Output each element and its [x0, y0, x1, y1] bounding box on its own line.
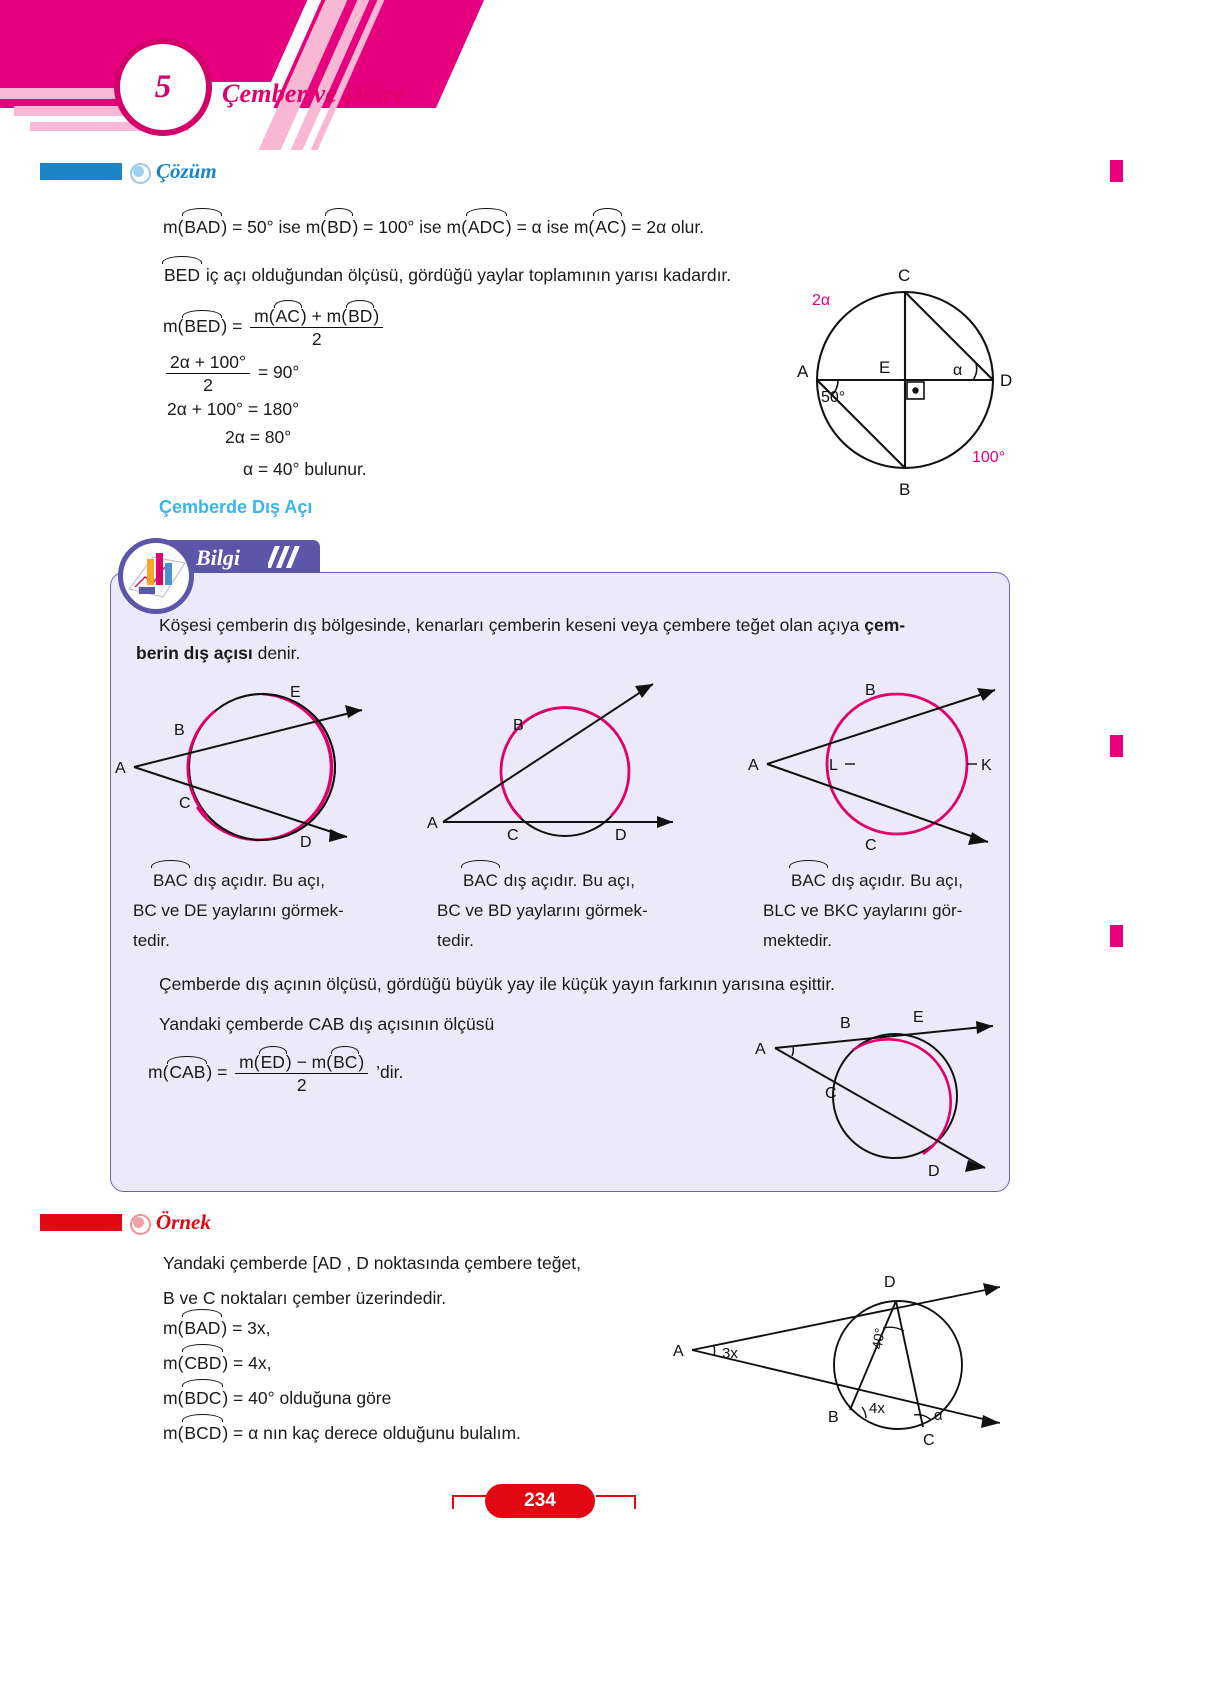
- label-B: B: [899, 480, 911, 499]
- edge-tick-3: [1110, 925, 1123, 947]
- label-A: A: [115, 760, 126, 777]
- solution-line-2: BED iç açı olduğundan ölçüsü, gördüğü yaylar toplamının yarısı kadardır.: [163, 262, 731, 288]
- label-3x: 3x: [722, 1345, 738, 1362]
- label-E: E: [290, 684, 301, 701]
- arc-cbd-ex: CBD: [183, 1350, 222, 1376]
- arc-ac-2: AC: [275, 306, 300, 326]
- label-D: D: [1000, 371, 1013, 390]
- arc-bcd-ex: BCD: [183, 1420, 222, 1446]
- arc-bad-ex: BAD: [183, 1315, 221, 1341]
- bilgi-tab-slashes: [268, 546, 308, 568]
- chapter-number: 5: [114, 38, 212, 136]
- label-40-deg: 40°: [868, 1326, 888, 1351]
- solution-tag-label: Çözüm: [156, 158, 217, 183]
- label-C: C: [865, 837, 877, 854]
- arc-ed: ED: [260, 1052, 285, 1072]
- example-line-2: B ve C noktaları çember üzerindedir.: [163, 1288, 447, 1308]
- caption-1-line-1: BAC dış açıdır. Bu açı,: [152, 866, 325, 896]
- page-number: 234: [485, 1484, 595, 1518]
- label-C: C: [923, 1432, 935, 1449]
- arc-bac-1: BAC: [152, 866, 189, 896]
- label-A: A: [427, 815, 438, 832]
- arc-bd-2: BD: [348, 306, 373, 326]
- label-2alpha: 2α: [812, 292, 831, 309]
- label-B: B: [513, 717, 524, 734]
- solution-line-6: 2α = 80°: [225, 427, 292, 447]
- label-E: E: [913, 1009, 924, 1026]
- bilgi-definition-line-2: berin dış açısı denir.: [136, 643, 301, 663]
- caption-2-line-3: tedir.: [437, 931, 474, 950]
- label-50-deg: 50°: [821, 389, 846, 406]
- bilgi-rule-text: Çemberde dış açının ölçüsü, gördüğü büyük yay ile küçük yayın farkının yarısına eşittir.: [159, 974, 836, 994]
- bilgi-definition-line-1: Köşesi çemberin dış bölgesinde, kenarları çemberin keseni veya çembere teğet olan açıya çem-: [159, 615, 906, 635]
- solution-line-4: $\frac{2\alpha + 100^\circ}{2}$ = 90°: [163, 352, 299, 395]
- label-A: A: [673, 1343, 684, 1360]
- label-100-deg: 100°: [972, 449, 1006, 466]
- solution-formula-bed: m(BED) = $\frac{m(AC) + m(BD)}{2}$: [163, 306, 386, 349]
- arc-bed-2: BED: [184, 316, 221, 337]
- arc-bc: BC: [333, 1052, 358, 1072]
- arc-cab: CAB: [169, 1062, 206, 1083]
- arc-adc: ADC: [467, 214, 506, 240]
- example-tag: [40, 1209, 211, 1235]
- example-tag-ring-icon: [128, 1212, 149, 1233]
- bilgi-diagram-two-tangents: [745, 672, 1010, 854]
- example-tangent-diagram: [670, 1255, 1015, 1450]
- label-C: C: [898, 266, 911, 285]
- arc-bac-3: BAC: [790, 866, 827, 896]
- example-eq-2: m(CBD) = 4x,: [163, 1350, 271, 1376]
- fraction-bed: $\frac{m(AC) + m(BD)}{2}$: [250, 306, 383, 349]
- label-K: K: [981, 757, 992, 774]
- caption-1-line-2: BC ve DE yaylarını görmek-: [133, 901, 344, 920]
- caption-3-line-1: BAC dış açıdır. Bu açı,: [790, 866, 963, 896]
- label-alpha: α: [934, 1407, 943, 1424]
- label-C: C: [825, 1085, 837, 1102]
- solution-tag-dot: [133, 166, 144, 177]
- solution-line-1: m(BAD) = 50° ise m(BD) = 100° ise m(ADC) = α ise m(AC) = 2α olur.: [163, 214, 704, 240]
- bilgi-external-angle-diagram: [745, 1008, 1010, 1183]
- caption-2-line-2: BC ve BD yaylarını görmek-: [437, 901, 648, 920]
- label-B: B: [174, 722, 185, 739]
- page-number-wing-right: [596, 1495, 636, 1509]
- fraction-2alpha: $\frac{2\alpha + 100^\circ}{2}$: [166, 352, 250, 395]
- arc-ac: AC: [594, 214, 620, 240]
- label-C: C: [507, 827, 519, 844]
- arc-bdc-ex: BDC: [183, 1385, 222, 1411]
- page-header: [0, 0, 1210, 150]
- label-alpha: α: [953, 362, 963, 379]
- label-D: D: [884, 1274, 896, 1291]
- caption-3-line-3: mektedir.: [763, 931, 832, 950]
- arc-bd: BD: [326, 214, 352, 240]
- label-A: A: [755, 1041, 766, 1058]
- example-eq-1: m(BAD) = 3x,: [163, 1315, 271, 1341]
- label-B: B: [865, 682, 876, 699]
- label-C: C: [179, 795, 191, 812]
- example-line-1: Yandaki çemberde [AD , D noktasında çembere teğet,: [163, 1253, 581, 1273]
- arc-bed: BED: [163, 262, 201, 288]
- label-B: B: [840, 1015, 851, 1032]
- example-tag-dot: [133, 1217, 144, 1228]
- chapter-title: Çember ve Daire: [222, 79, 406, 108]
- caption-3-line-2: BLC ve BKC yaylarını gör-: [763, 901, 963, 920]
- edge-tick-1: [1110, 160, 1123, 182]
- label-D: D: [928, 1163, 940, 1180]
- example-eq-3: m(BDC) = 40° olduğuna göre: [163, 1385, 391, 1411]
- subheading-disaci: Çemberde Dış Açı: [159, 497, 313, 517]
- bilgi-tab-label: Bilgi: [196, 545, 241, 570]
- example-tag-bar: [40, 1214, 122, 1231]
- arc-bad: BAD: [183, 214, 221, 240]
- label-D: D: [300, 834, 312, 851]
- caption-2-line-1: BAC dış açıdır. Bu açı,: [462, 866, 635, 896]
- label-A: A: [748, 757, 759, 774]
- bilgi-chart-icon: [118, 538, 194, 614]
- fraction-cab: $\frac{m(ED) - m(BC)}{2}$: [235, 1052, 368, 1095]
- bilgi-diagram-tangent-secant: [425, 672, 685, 854]
- caption-1-line-3: tedir.: [133, 931, 170, 950]
- solution-circle-diagram: [780, 255, 1030, 505]
- solution-tag: [40, 158, 217, 184]
- label-D: D: [615, 827, 627, 844]
- example-tag-label: Örnek: [156, 1209, 211, 1234]
- example-eq-4: m(BCD) = α nın kaç derece olduğunu bulalım.: [163, 1420, 521, 1446]
- solution-line-7: α = 40° bulunur.: [243, 459, 367, 479]
- label-4x: 4x: [869, 1400, 885, 1417]
- bilgi-formula: m(CAB) = $\frac{m(ED) - m(BC)}{2}$ ’dir.: [148, 1052, 404, 1095]
- label-B: B: [828, 1409, 839, 1426]
- solution-line-5: 2α + 100° = 180°: [167, 399, 300, 419]
- bilgi-diagram-two-secants: [112, 672, 382, 854]
- edge-tick-2: [1110, 735, 1123, 757]
- label-A: A: [797, 362, 809, 381]
- label-L: L: [829, 757, 838, 774]
- label-E: E: [879, 358, 891, 377]
- arc-bac-2: BAC: [462, 866, 499, 896]
- bilgi-formula-intro: Yandaki çemberde CAB dış açısının ölçüsü: [159, 1014, 495, 1034]
- solution-tag-bar: [40, 163, 122, 180]
- solution-tag-ring-icon: [128, 161, 149, 182]
